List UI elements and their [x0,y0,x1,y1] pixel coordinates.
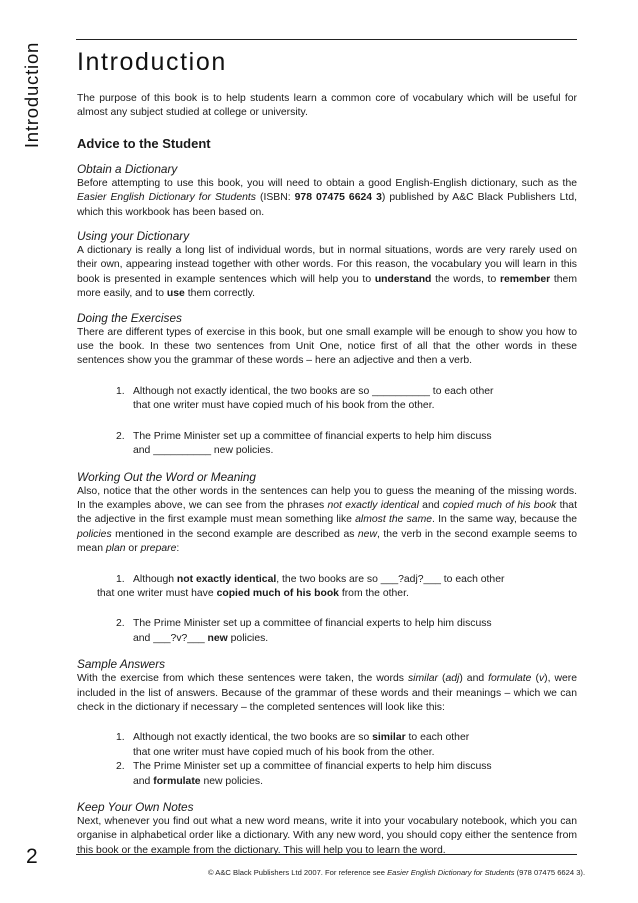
answer-1: 1. Although not exactly identical, the two books are so similar to each other that one writer must have copied much of his book from the other. [116,732,470,758]
exercise-1: 1. Although not exactly identical, the two books are so __________ to each other that one writer must have copied much of his book from the other. [116,385,494,412]
dictionary-paragraph: Before attempting to use this book, you will need to obtain a good English-English dictionary, such as the Easier English Dictionary for Students (ISBN: 978 07475 6624 3) published by A&C Black Publishers Ltd, which this workbook has been based on. [77,177,577,218]
side-tab [12,20,52,170]
sample-paragraph: With the exercise from which these sentences were taken, the words similar (adj) and formulate (v), were included in the list of answers. Because of the grammar of these words and their meanings – which we can check in the dictionary if necessary – the completed sentences will look like this: [77,673,578,713]
answer-2: 2. The Prime Minister set up a committee of financial experts to help him discuss and formulate new policies. [116,761,492,787]
dictionary-heading: Obtain a Dictionary [77,161,178,176]
notes-paragraph: Next, whenever you find out what a new word means, write it into your vocabulary notebook, which you can organise in alphabetical order like a dictionary. With any new word, you should copy either the sentence from this book or the example from the dictionary. This will help you to learn the word. [77,816,577,856]
worked-example-2: 2. The Prime Minister set up a committee of financial experts to help him discuss and ___?v?___ new policies. [116,618,492,644]
advice-heading: Advice to the Student [77,135,211,151]
page-title: Introduction [77,48,227,76]
worked-example-1-line-2: that one writer must have copied much of his book from the other. [97,587,409,599]
footer-rule [76,854,577,855]
intro-paragraph: The purpose of this book is to help students learn a common core of vocabulary which will be useful for almost any subject studied at college or university. [77,93,577,119]
exercise-2: 2. The Prime Minister set up a committee of financial experts to help him discuss and __________ new policies. [116,430,492,457]
top-rule [76,39,577,40]
side-tab-label: Introduction [21,41,42,149]
page-content [77,92,577,858]
using-paragraph: A dictionary is really a long list of individual words, but in normal situations, words are very rarely used on their own, appearing instead together with other words. For this reason, the vocabulary you will learn in this book is presented in example sentences which will help you to understand the words, to remember them more easily, and to use them correctly. [77,245,577,300]
doing-heading: Doing the Exercises [77,310,182,325]
notes-heading: Keep Your Own Notes [77,800,194,814]
footer-copyright: © A&C Black Publishers Ltd 2007. For reference see Easier English Dictionary for Students (978 07475 6624 3). [208,868,586,877]
working-heading: Working Out the Word or Meaning [77,469,256,484]
using-heading: Using your Dictionary [77,229,190,244]
doing-paragraph: There are different types of exercise in this book, but one small example will be enough to show you how to use the book. In these two sentences from Unit One, notice first of all that the other words in these sentences show you the grammar of these words – here an adjective and then a verb. [77,326,577,367]
page-number: 2 [26,845,38,868]
worked-example-1: 1. Although not exactly identical, the two books are so ___?adj?___ to each other [116,573,505,585]
sample-heading: Sample Answers [77,657,166,672]
working-paragraph: Also, notice that the other words in the sentences can help you to guess the meaning of the missing words. In the examples above, we can see from the phrases not exactly identical and copied much of his book that the adjective in the first example must mean something like almost the same. In the same way, because the policies mentioned in the second example are described as new, the verb in the second example seems to mean plan or prepare: [77,485,577,555]
